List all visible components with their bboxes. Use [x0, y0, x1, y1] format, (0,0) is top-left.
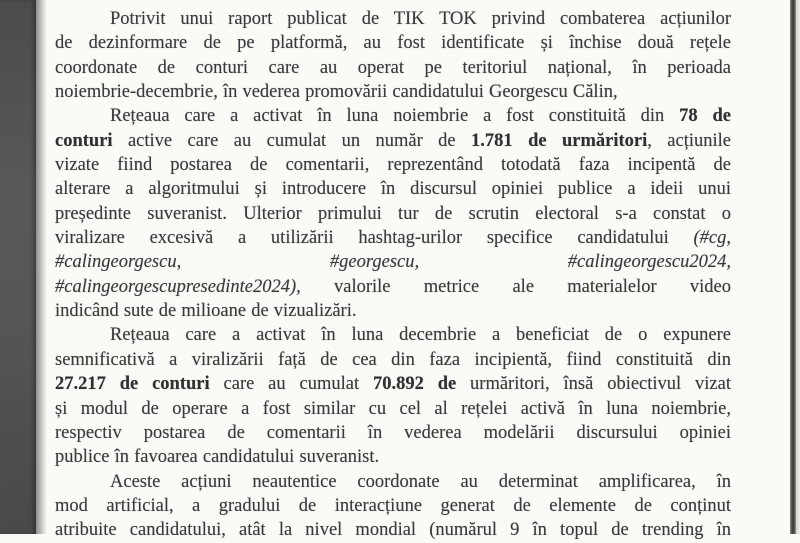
text-span: mod artificial, a gradului de interacțiune generat de elemente de conținut	[55, 495, 731, 516]
text-line	[55, 275, 731, 299]
text-line	[55, 153, 731, 177]
text-line	[55, 80, 731, 104]
text-line	[55, 177, 731, 201]
text-span: publice în favoarea candidatului suveranist.	[55, 447, 380, 468]
text-span: #calingeorgescu, #georgescu, #calingeorgescu2024,	[55, 252, 731, 273]
text-line	[55, 445, 731, 469]
text-line	[55, 56, 731, 80]
text-span: alterare a algoritmului și introducere în discursul opiniei publice a ideii unui	[55, 179, 731, 200]
text-line	[55, 226, 731, 250]
text-span: #calingeorgescupresedinte2024),	[55, 276, 301, 297]
text-line	[55, 250, 731, 274]
text-span: care au cumulat	[209, 374, 373, 395]
text-span: 1.781 de urmăritori	[471, 130, 648, 151]
text-span: de dezinformare de pe platformă, au fost identificate și închise două rețele	[55, 33, 731, 54]
text-span: viralizare excesivă a utilizării hashtag-urilor specifice candidatului	[55, 228, 694, 249]
text-line	[55, 372, 731, 396]
text-line	[55, 348, 731, 372]
text-line	[55, 397, 731, 421]
text-line	[55, 7, 731, 31]
text-line	[55, 129, 731, 153]
text-span: noiembrie-decembrie, în vederea promovării candidatului Georgescu Călin,	[55, 82, 618, 103]
text-span: și modul de operare a fost similar cu cel al rețelei activă în luna noiembrie,	[55, 398, 731, 419]
text-line	[55, 323, 731, 347]
text-span: 78 de	[679, 106, 731, 127]
text-line	[55, 202, 731, 226]
text-span: active care au cumulat un număr de	[112, 130, 472, 151]
text-span: (#cg,	[693, 228, 731, 249]
text-line	[55, 421, 731, 445]
scan-dark-margin	[0, 0, 36, 534]
text-span: 27.217 de conturi	[55, 374, 210, 395]
text-column	[55, 7, 731, 543]
text-span: președinte suveranist. Ulterior primului tur de scrutin electoral s-a constat o	[55, 203, 731, 224]
text-line	[55, 494, 731, 518]
text-span: , acțiunile	[647, 130, 731, 151]
text-span: valorile metrice ale materialelor video	[300, 276, 731, 297]
text-span: coordonate de conturi care au operat pe teritoriul național, în perioada	[55, 57, 731, 78]
text-span: vizate fiind postarea de comentarii, reprezentând totodată faza incipentă de	[55, 155, 731, 176]
text-span: Rețeaua care a activat în luna decembrie a beneficiat de o expunere	[110, 325, 731, 346]
text-line	[55, 518, 731, 542]
text-line	[55, 299, 731, 323]
scan-margin-shadow	[36, 0, 47, 534]
text-span: indicând sute de milioane de vizualizări.	[55, 301, 357, 322]
text-span: conturi	[55, 130, 113, 151]
text-line	[55, 470, 731, 494]
scan-right-edge	[796, 0, 800, 534]
text-span: Potrivit unui raport publicat de TIK TOK privind combaterea acțiunilor	[110, 9, 731, 29]
text-span: atribuite candidatului, atât la nivel mondial (numărul 9 în topul de trending în	[55, 520, 731, 541]
text-span: Aceste acțiuni neautentice coordonate au determinat amplificarea, în	[110, 471, 731, 492]
text-span: Rețeaua care a activat în luna noiembrie a fost constituită din	[110, 106, 680, 127]
text-line	[55, 31, 731, 55]
text-span: urmăritori, însă obiectivul vizat	[456, 374, 731, 395]
text-span: semnificativă a viralizării față de cea din faza incipientă, fiind constituită din	[55, 349, 731, 370]
text-line	[55, 104, 731, 128]
text-span: 70.892 de	[372, 374, 457, 395]
text-span: respectiv postarea de comentarii în vederea modelării discursului opiniei	[55, 422, 731, 443]
